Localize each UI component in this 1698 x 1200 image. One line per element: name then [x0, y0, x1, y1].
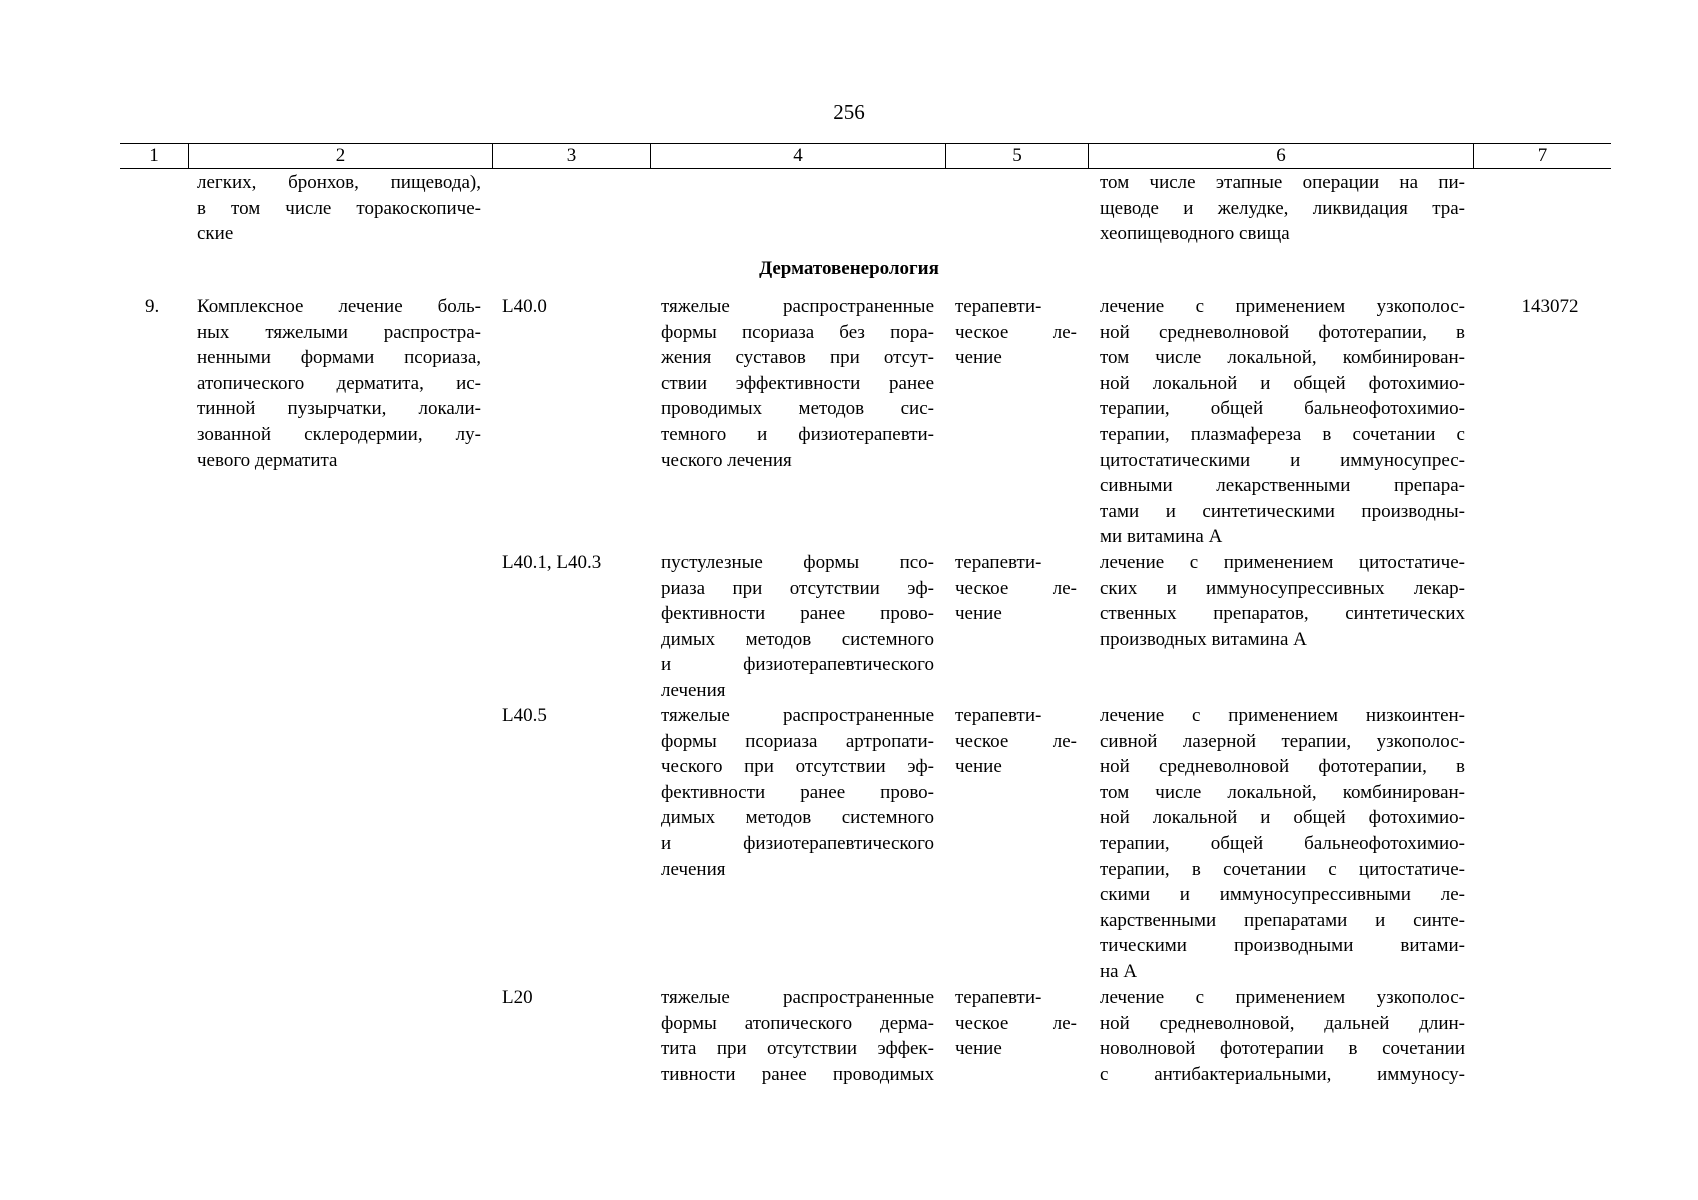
row-4-type-line: чение [955, 1038, 1002, 1060]
carryover-name-line: в том числе торакоскопиче- [197, 197, 481, 219]
row-3-method-line: сивной лазерной терапии, узкополос- [1100, 730, 1465, 752]
row-1-method-line: ной средневолновой фототерапии, в [1100, 321, 1465, 343]
row-3-model-line: ческого при отсутствии эф- [661, 756, 934, 778]
row-1-method [1100, 294, 1465, 550]
row-2-model [661, 550, 934, 704]
table-header-row [120, 143, 1611, 169]
row-3-type [955, 703, 1077, 780]
row-2-type-line: чение [955, 603, 1002, 625]
item-name [197, 294, 481, 473]
row-4-method-line: новолновой фототерапии в сочетании [1100, 1038, 1465, 1060]
carryover-name-line: легких, бронхов, пищевода), [197, 172, 481, 193]
row-4-model [661, 985, 934, 1087]
column-header-3: 3 [493, 144, 651, 168]
row-1-model-line: ствии эффективности ранее [661, 372, 934, 394]
row-1-type [955, 294, 1077, 371]
row-4-method-line: ной средневолновой, дальней длин- [1100, 1012, 1465, 1034]
item-name-line: ных тяжелыми распростра- [197, 321, 481, 343]
row-3-method-line: скими и иммуносупрессивными ле- [1100, 884, 1465, 906]
row-4-method-line: с антибактериальными, иммуносу- [1100, 1063, 1465, 1085]
row-2-method-line: лечение с применением цитостатиче- [1100, 552, 1465, 573]
row-1-model [661, 294, 934, 473]
row-2-model-line: лечения [661, 679, 726, 701]
carryover-name-line: ские [197, 223, 234, 245]
row-4-model-line: тита при отсутствии эффек- [661, 1038, 934, 1060]
item-name-line: Комплексное лечение боль- [197, 296, 481, 317]
row-3-model-line: лечения [661, 858, 726, 880]
item-name-line: тинной пузырчатки, локали- [197, 398, 481, 420]
row-3-method-line: ной средневолновой фототерапии, в [1100, 756, 1465, 778]
row-2-method-line: ских и иммуносупрессивных лекар- [1100, 577, 1465, 599]
item-name-line: ненными формами псориаза, [197, 347, 481, 369]
row-2-model-line: риаза при отсутствии эф- [661, 577, 934, 599]
row-2-code: L40.1, L40.3 [502, 552, 602, 573]
row-3-method-line: ной локальной и общей фотохимио- [1100, 807, 1465, 829]
row-2-model-line: фективности ранее прово- [661, 603, 934, 625]
row-3-method-line: на А [1100, 960, 1138, 982]
row-3-method-line: терапии, в сочетании с цитостатиче- [1100, 858, 1465, 880]
column-header-2: 2 [189, 144, 493, 168]
row-2-method [1100, 550, 1465, 652]
carryover-method [1100, 170, 1465, 247]
row-3-code: L40.5 [502, 705, 547, 726]
row-3-method-line: том числе локальной, комбинирован- [1100, 781, 1465, 803]
row-1-method-line: цитостатическими и иммуносупрес- [1100, 449, 1465, 471]
row-3-model-line: и физиотерапевтического [661, 832, 934, 854]
row-4-model-line: тивности ранее проводимых [661, 1063, 934, 1085]
row-1-model-line: тяжелые распространенные [661, 296, 934, 317]
row-2-model-line: пустулезные формы псо- [661, 552, 934, 573]
item-name-line: зованной склеродермии, лу- [197, 423, 481, 445]
carryover-name [197, 170, 481, 247]
row-1-method-line: том числе локальной, комбинирован- [1100, 347, 1465, 369]
row-1-type-line: ческое ле- [955, 321, 1077, 343]
row-1-code: L40.0 [502, 296, 547, 317]
row-1-model-line: темного и физиотерапевти- [661, 423, 934, 445]
row-4-type [955, 985, 1077, 1062]
row-1-method-line: ной локальной и общей фотохимио- [1100, 372, 1465, 394]
section-title: Дерматовенерология [759, 258, 939, 279]
item-cost: 143072 [1521, 296, 1579, 317]
row-1-method-line: терапии, общей бальнеофотохимио- [1100, 398, 1465, 420]
row-3-model-line: формы псориаза артропати- [661, 730, 934, 752]
row-1-model-line: формы псориаза без пора- [661, 321, 934, 343]
row-3-method-line: терапии, общей бальнеофотохимио- [1100, 832, 1465, 854]
row-1-method-line: терапии, плазмафереза в сочетании с [1100, 423, 1465, 445]
row-2-method-line: производных витамина А [1100, 628, 1307, 650]
item-number: 9. [145, 296, 160, 317]
carryover-method-line: том числе этапные операции на пи- [1100, 172, 1465, 193]
row-4-type-line: терапевти- [955, 987, 1042, 1008]
row-3-model-line: фективности ранее прово- [661, 781, 934, 803]
row-3-method-line: карственными препаратами и синте- [1100, 909, 1465, 931]
row-4-code: L20 [502, 987, 533, 1008]
row-4-method [1100, 985, 1465, 1087]
row-1-model-line: проводимых методов сис- [661, 398, 934, 420]
row-1-method-line: сивными лекарственными препара- [1100, 475, 1465, 497]
column-header-7: 7 [1537, 145, 1548, 166]
row-1-model-line: жения суставов при отсут- [661, 347, 934, 369]
column-header-5: 5 [946, 144, 1089, 168]
item-name-line: чевого дерматита [197, 449, 338, 471]
row-3-method-line: лечение с применением низкоинтен- [1100, 705, 1465, 726]
row-1-model-line: ческого лечения [661, 449, 792, 471]
row-2-model-line: димых методов системного [661, 628, 934, 650]
row-3-method-line: тическими производными витами- [1100, 935, 1465, 957]
row-4-model-line: формы атопического дерма- [661, 1012, 934, 1034]
row-1-type-line: чение [955, 347, 1002, 369]
row-2-method-line: ственных препаратов, синтетических [1100, 603, 1465, 625]
column-header-1: 1 [120, 144, 189, 168]
row-2-type [955, 550, 1077, 627]
row-3-model-line: тяжелые распространенные [661, 705, 934, 726]
item-name-line: атопического дерматита, ис- [197, 372, 481, 394]
row-4-type-line: ческое ле- [955, 1012, 1077, 1034]
carryover-method-line: хеопищеводного свища [1100, 223, 1290, 245]
carryover-method-line: щеводе и желудке, ликвидация тра- [1100, 197, 1465, 219]
row-1-method-line: тами и синтетическими производны- [1100, 500, 1465, 522]
row-1-type-line: терапевти- [955, 296, 1042, 317]
row-4-model-line: тяжелые распространенные [661, 987, 934, 1008]
row-3-method [1100, 703, 1465, 985]
row-1-method-line: лечение с применением узкополос- [1100, 296, 1465, 317]
row-3-type-line: ческое ле- [955, 730, 1077, 752]
column-header-4: 4 [651, 144, 946, 168]
row-3-model-line: димых методов системного [661, 807, 934, 829]
row-3-model [661, 703, 934, 882]
page-number: 256 [833, 100, 865, 124]
column-header-6: 6 [1089, 144, 1474, 168]
row-2-type-line: ческое ле- [955, 577, 1077, 599]
row-4-method-line: лечение с применением узкополос- [1100, 987, 1465, 1008]
row-2-type-line: терапевти- [955, 552, 1042, 573]
row-1-method-line: ми витамина А [1100, 526, 1223, 548]
row-3-type-line: терапевти- [955, 705, 1042, 726]
row-3-type-line: чение [955, 756, 1002, 778]
row-2-model-line: и физиотерапевтического [661, 654, 934, 676]
